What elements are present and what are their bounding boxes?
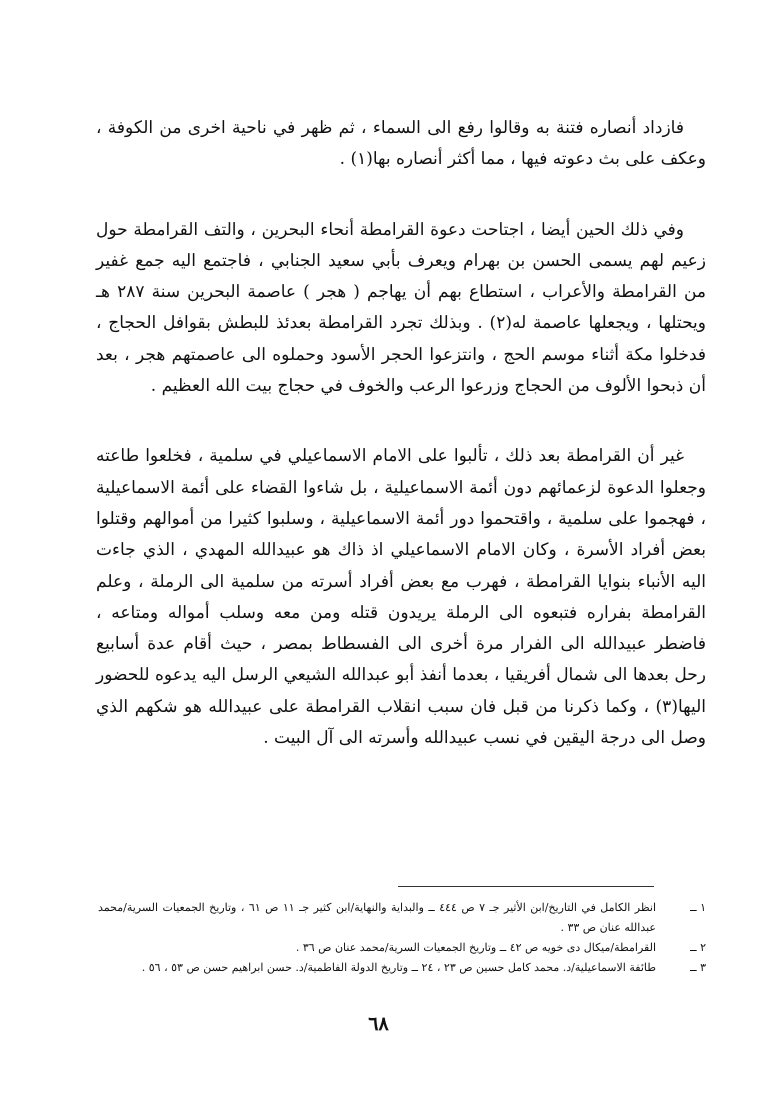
footnote-divider bbox=[398, 886, 654, 887]
paragraph-1: فازداد أنصاره فتنة به وقالوا رفع الى السماء ، ثم ظهر في ناحية اخرى من الكوفة ، وعكف على بث دعوته فيها ، مما أكثر أنصاره بها(١) . bbox=[96, 118, 706, 170]
footnote-3 bbox=[98, 958, 706, 978]
footnote-number: ٣ ــ bbox=[690, 961, 706, 974]
footnote-text: القرامطة/ميكال دى خويه ص ٤٢ ــ وتاريخ الجمعيات السرية/محمد عنان ص ٣٦ . bbox=[295, 941, 656, 954]
paragraph-2: وفي ذلك الحين أيضا ، اجتاحت دعوة القرامطة أنحاء البحرين ، والتف القرامطة حول زعيم لهم يسمى الحسن بن بهرام ويعرف بأبي سعيد الجنابي ، فاجتمع اليه جمع غفير من القرامطة والأعراب ، استطاع بهم أن يهاجم ( هجر ) عاصمة البحرين سنة ٢٨٧ هـ ويحتلها ، ويجعلها عاصمة له(٢) . وبذلك تجرد القرامطة بعدئذ للبطش بقوافل الحجاج ، فدخلوا مكة أثناء موسم الحج ، وانتزعوا الحجر الأسود وحملوه الى عاصمتهم هجر ، بعد أن ذبحوا الألوف من الحجاج وزرعوا الرعب والخوف في حجاج بيت الله العظيم . bbox=[96, 219, 707, 397]
paragraph-3: غير أن القرامطة بعد ذلك ، تألبوا على الامام الاسماعيلي في سلمية ، فخلعوا طاعته وجعلوا الدعوة لزعمائهم دون أئمة الاسماعيلية ، بل شاءوا القضاء على أئمة الاسماعيلية ، فهجموا على سلمية ، واقتحموا دور أئمة الاسماعيلية ، وسلبوا كثيرا من أموالهم وقتلوا بعض أفراد الأسرة ، وكان الامام الاسماعيلي اذ ذاك هو عبيدالله المهدي ، الذي جاءت اليه الأنباء بنوايا القرامطة ، فهرب مع بعض أفراد أسرته من سلمية الى الرملة ، وعلم القرامطة بفراره فتبعوه الى الرملة يريدون قتله ومن معه وسلب أمواله ومتاعه ، فاضطر عبيدالله الى الفرار مرة أخرى الى الفسطاط بمصر ، حيث أقام عدة أسابيع رحل بعدها الى شمال أفريقيا ، بعدما أنفذ أبو عبدالله الشيعي الرسل اليه يدعوه للحضور اليها(٣) ، وكما ذكرنا من قبل فان سبب انقلاب القرامطة على عبيدالله هو شكهم الذي وصل الى درجة اليقين في نسب عبيدالله وأسرته الى آل البيت . bbox=[96, 446, 706, 749]
page-number: ٦٨ bbox=[368, 1013, 389, 1035]
footnote-1 bbox=[98, 898, 706, 938]
footnote-number: ٢ ــ bbox=[690, 941, 706, 954]
footnote-number: ١ ــ bbox=[690, 901, 706, 914]
footnote-text: انظر الكامل في التاريخ/ابن الأثير جـ ٧ ص ٤٤٤ ــ والبداية والنهاية/ابن كثير جـ ١١ ص ٦١ ، وتاريخ الجمعيات السرية/محمد عبدالله عنان ص ٣٣ . bbox=[98, 901, 657, 934]
main-text bbox=[96, 113, 706, 754]
footnote-text: طائفة الاسماعيلية/د. محمد كامل حسين ص ٢٣ ، ٢٤ ــ وتاريخ الدولة الفاطمية/د. حسن ابراهيم حسن ص ٥٣ ، ٥٦ . bbox=[141, 961, 656, 974]
footnote-2 bbox=[98, 938, 706, 958]
footnotes bbox=[98, 898, 706, 978]
